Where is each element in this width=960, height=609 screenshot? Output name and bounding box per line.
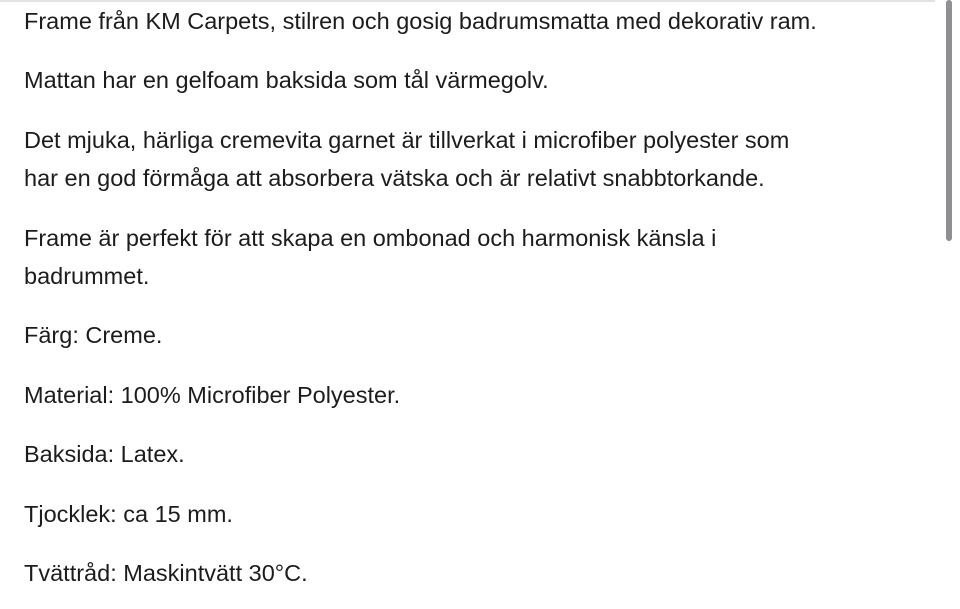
- vertical-scrollbar[interactable]: [946, 0, 960, 609]
- text-line: Tvättråd: Maskintvätt 30°C.: [24, 560, 308, 586]
- text-line: Det mjuka, härliga cremevita garnet är tillverkat i microfiber polyester som: [24, 127, 790, 153]
- text-line: Färg: Creme.: [24, 322, 163, 348]
- text-line: Material: 100% Microfiber Polyester.: [24, 382, 401, 408]
- spec-care: [24, 554, 308, 592]
- description-paragraph-yarn: [24, 121, 789, 197]
- description-paragraph-backing: [24, 61, 549, 99]
- description-paragraph-feel: [24, 219, 716, 295]
- text-line: Baksida: Latex.: [24, 441, 185, 467]
- text-line: Frame från KM Carpets, stilren och gosig badrumsmatta med dekorativ ram.: [24, 8, 817, 34]
- text-line: Mattan har en gelfoam baksida som tål värmegolv.: [24, 67, 549, 93]
- spec-color: [24, 316, 162, 354]
- spec-material: [24, 376, 400, 414]
- text-line: badrummet.: [24, 263, 150, 289]
- text-line: Frame är perfekt för att skapa en ombonad och harmonisk känsla i: [24, 225, 717, 251]
- text-line: Tjocklek: ca 15 mm.: [24, 501, 233, 527]
- text-line: har en god förmåga att absorbera vätska och är relativt snabbtorkande.: [24, 165, 765, 191]
- description-paragraph-intro: [24, 2, 817, 40]
- spec-backing: [24, 435, 185, 473]
- scrollbar-thumb[interactable]: [946, 0, 952, 241]
- spec-thickness: [24, 495, 233, 533]
